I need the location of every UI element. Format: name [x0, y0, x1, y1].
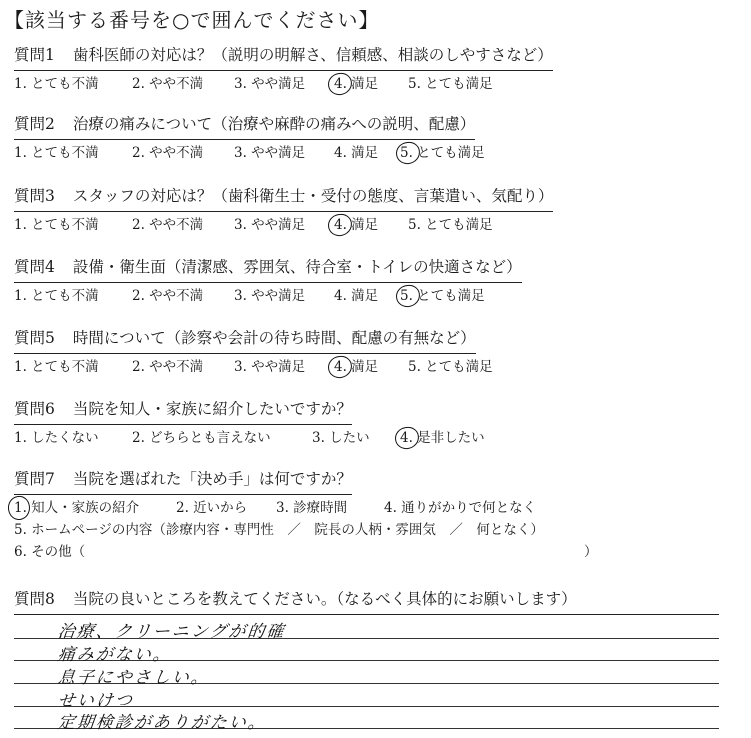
q2-option-3[interactable]: 3. やや満足	[234, 145, 306, 161]
q6-option-3[interactable]: 3. したい	[312, 430, 370, 446]
question-4-text: 設備・衛生面（清潔感、雰囲気、待合室・トイレの快適さなど）	[72, 258, 522, 276]
q5-option-3[interactable]: 3. やや満足	[234, 359, 306, 375]
question-8-number: 質問8	[14, 590, 55, 608]
handwritten-answer-2: 痛みがない。	[56, 645, 173, 665]
handwritten-answer-1: 治療、クリーニングが的確	[56, 622, 287, 642]
q6-option-4[interactable]: 4. 是非したい	[400, 430, 485, 446]
question-6-number: 質問6	[14, 400, 55, 418]
question-3-number: 質問3	[14, 187, 55, 205]
q5-option-5[interactable]: 5. とても満足	[408, 359, 493, 375]
q3-option-3[interactable]: 3. やや満足	[234, 217, 306, 233]
q1-option-2[interactable]: 2. やや不満	[132, 76, 204, 92]
question-3-text: スタッフの対応は？（歯科衛生士・受付の態度、言葉遣い、気配り）	[72, 187, 554, 205]
handwritten-answer-5: 定期検診がありがたい。	[56, 713, 268, 733]
question-5-text: 時間について（診察や会計の待ち時間、配慮の有無など）	[72, 329, 476, 347]
q6-option-1[interactable]: 1. したくない	[14, 430, 99, 446]
question-6-text: 当院を知人・家族に紹介したいですか？	[72, 400, 352, 418]
q5-option-2[interactable]: 2. やや不満	[132, 359, 204, 375]
q7-option-1[interactable]: 1. 知人・家族の紹介	[14, 500, 140, 516]
question-2-text: 治療の痛みについて（治療や麻酔の痛みへの説明、配慮）	[72, 115, 476, 133]
q7-option-6[interactable]: 6. その他（	[14, 544, 86, 560]
q2-option-4[interactable]: 4. 満足	[334, 145, 379, 161]
q3-option-2[interactable]: 2. やや不満	[132, 217, 204, 233]
question-4	[14, 256, 522, 283]
question-7	[14, 468, 352, 495]
q5-option-1[interactable]: 1. とても不満	[14, 359, 99, 375]
q7-option-2[interactable]: 2. 近いから	[176, 500, 248, 516]
question-7-text: 当院を選ばれた「決め手」は何ですか？	[72, 470, 352, 488]
q2-option-2[interactable]: 2. やや不満	[132, 145, 204, 161]
handwritten-answer-4: せいけつ	[56, 691, 135, 711]
q5-option-4[interactable]: 4. 満足	[334, 359, 379, 375]
question-2-number: 質問2	[14, 115, 55, 133]
q1-option-1[interactable]: 1. とても不満	[14, 76, 99, 92]
question-5-number: 質問5	[14, 329, 55, 347]
q7-option-6-close: ）	[584, 544, 598, 560]
question-8-text: 当院の良いところを教えてください。（なるべく具体的にお願いします）	[72, 590, 577, 608]
question-2	[14, 113, 475, 140]
q3-option-4[interactable]: 4. 満足	[334, 217, 379, 233]
q4-option-3[interactable]: 3. やや満足	[234, 288, 306, 304]
handwritten-answer-3: 息子にやさしい。	[56, 668, 211, 688]
q1-option-5[interactable]: 5. とても満足	[408, 76, 493, 92]
question-1-number: 質問1	[14, 46, 55, 64]
q1-option-4[interactable]: 4. 満足	[334, 76, 379, 92]
q4-option-2[interactable]: 2. やや不満	[132, 288, 204, 304]
q3-option-1[interactable]: 1. とても不満	[14, 217, 99, 233]
question-1-text: 歯科医師の対応は？（説明の明解さ、信頼感、相談のしやすさなど）	[72, 46, 553, 64]
q7-option-5[interactable]: 5. ホームページの内容（診療内容・専門性 ／ 院長の人柄・雰囲気 ／ 何となく）	[14, 522, 544, 538]
q1-option-3[interactable]: 3. やや満足	[234, 76, 306, 92]
question-6	[14, 398, 352, 425]
question-8	[14, 588, 719, 615]
q4-option-5[interactable]: 5. とても満足	[400, 288, 485, 304]
q4-option-1[interactable]: 1. とても不満	[14, 288, 99, 304]
instruction-title: 【該当する番号を○で囲んでください】	[4, 8, 380, 32]
q6-option-2[interactable]: 2. どちらとも言えない	[132, 430, 271, 446]
q7-option-4[interactable]: 4. 通りがかりで何となく	[384, 500, 537, 516]
question-4-number: 質問4	[14, 258, 55, 276]
q3-option-5[interactable]: 5. とても満足	[408, 217, 493, 233]
q7-option-3[interactable]: 3. 診療時間	[276, 500, 348, 516]
question-7-number: 質問7	[14, 470, 55, 488]
question-1	[14, 44, 553, 71]
question-5	[14, 327, 476, 354]
q2-option-5[interactable]: 5. とても満足	[400, 145, 485, 161]
question-3	[14, 185, 553, 212]
q4-option-4[interactable]: 4. 満足	[334, 288, 379, 304]
q2-option-1[interactable]: 1. とても不満	[14, 145, 99, 161]
